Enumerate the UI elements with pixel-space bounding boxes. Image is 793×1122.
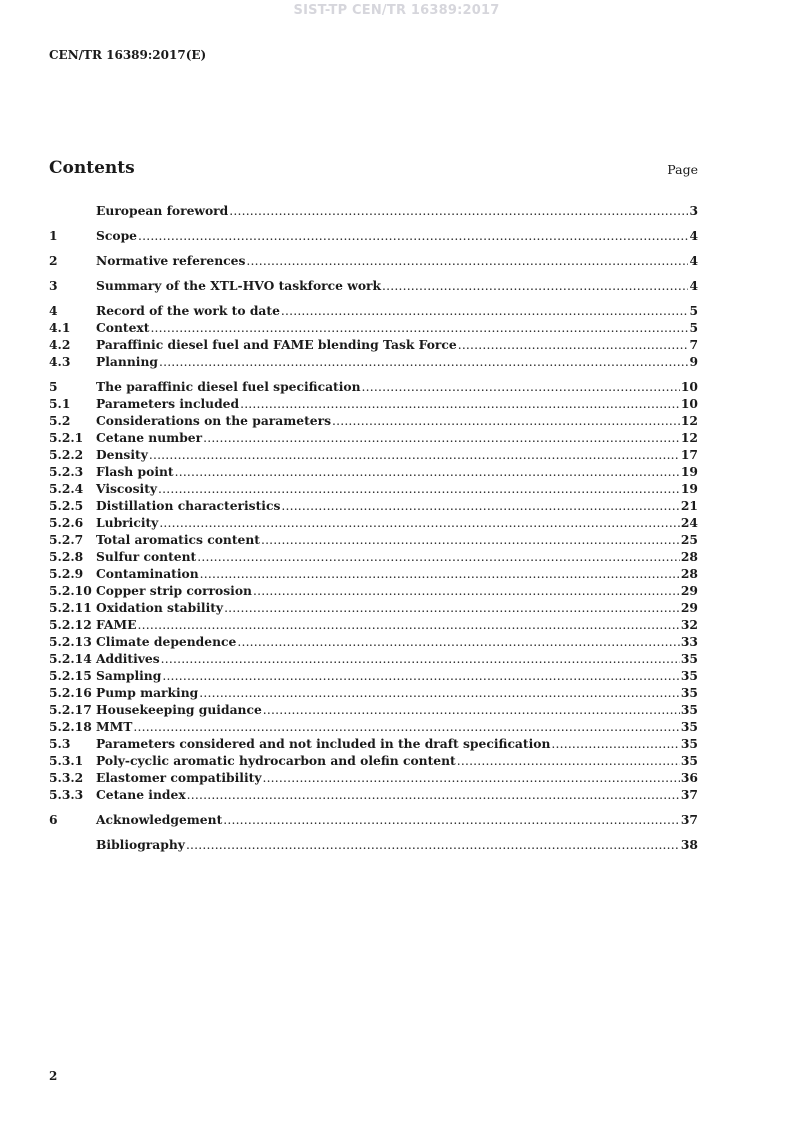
toc-entry-title[interactable]: Record of the work to date [96, 303, 280, 318]
toc-entry-number: 5.2.7 [49, 532, 84, 547]
toc-entry[interactable] [49, 701, 698, 718]
toc-dot-leader [149, 447, 680, 464]
toc-entry-number: 5.2.6 [49, 515, 84, 530]
toc-entry-page[interactable]: 10 [680, 379, 698, 394]
toc-dot-leader [138, 228, 688, 245]
toc-dot-leader [457, 753, 680, 770]
toc-entry-number: 4.3 [49, 354, 71, 369]
toc-entry-number: 3 [49, 278, 58, 293]
toc-entry-title[interactable]: Bibliography [96, 837, 185, 852]
toc-entry-number: 5.2.1 [49, 430, 84, 445]
toc-entry-number: 5.3.3 [49, 787, 84, 802]
toc-entry-title[interactable]: Oxidation stability [96, 600, 224, 615]
toc-entry-number: 5.3 [49, 736, 71, 751]
toc-entry-title[interactable]: European foreword [96, 203, 229, 218]
toc-entry-title[interactable]: FAME [96, 617, 137, 632]
toc-entry-page[interactable]: 4 [689, 253, 698, 268]
toc-entry-title[interactable]: The paraffinic diesel fuel specification [96, 379, 361, 394]
toc-entry-title[interactable]: Context [96, 320, 150, 335]
toc-entry-title[interactable]: Cetane number [96, 430, 203, 445]
toc-entry-number: 5.2.11 [49, 600, 92, 615]
toc-entry-page[interactable]: 4 [689, 278, 698, 293]
toc-entry-page[interactable]: 29 [680, 600, 698, 615]
toc-entry-page[interactable]: 19 [680, 481, 698, 496]
toc-dot-leader [158, 481, 680, 498]
toc-dot-leader [224, 600, 680, 617]
toc-entry[interactable] [49, 582, 698, 599]
watermark: SIST-TP CEN/TR 16389:2017 [293, 3, 500, 18]
toc-entry[interactable] [49, 718, 698, 735]
toc-entry-page[interactable]: 7 [689, 337, 698, 352]
toc-entry-title[interactable]: Summary of the XTL-HVO taskforce work [96, 278, 382, 293]
document-id-header: CEN/TR 16389:2017(E) [49, 48, 207, 62]
toc-dot-leader [159, 515, 680, 532]
toc-entry-page[interactable]: 32 [680, 617, 698, 632]
toc-entry-title[interactable]: Housekeeping guidance [96, 702, 262, 717]
toc-entry-number: 5.2.8 [49, 549, 84, 564]
toc-entry-page[interactable]: 10 [680, 396, 698, 411]
toc-entry[interactable] [49, 227, 698, 244]
toc-entry[interactable] [49, 836, 698, 853]
toc-entry[interactable] [49, 514, 698, 531]
toc-entry-title[interactable]: Distillation characteristics [96, 498, 281, 513]
toc-entry-number: 5.2.14 [49, 651, 92, 666]
toc-entry[interactable] [49, 252, 698, 269]
toc-entry[interactable] [49, 395, 698, 412]
toc-dot-leader [261, 532, 680, 549]
toc-entry-title[interactable]: Lubricity [96, 515, 159, 530]
toc-entry-number: 5.1 [49, 396, 71, 411]
toc-entry-page[interactable]: 35 [680, 719, 698, 734]
toc-entry[interactable] [49, 497, 698, 514]
toc-dot-leader [161, 651, 680, 668]
toc-entry-number: 5.2.15 [49, 668, 92, 683]
toc-dot-leader [197, 549, 680, 566]
toc-dot-leader [253, 583, 680, 600]
toc-entry-page[interactable]: 35 [680, 702, 698, 717]
toc-dot-leader [186, 837, 680, 854]
toc-dot-leader [200, 566, 680, 583]
toc-entry[interactable] [49, 302, 698, 319]
toc-entry-page[interactable]: 35 [680, 753, 698, 768]
toc-entry[interactable] [49, 531, 698, 548]
toc-entry-number: 2 [49, 253, 58, 268]
toc-entry-page[interactable]: 25 [680, 532, 698, 547]
toc-dot-leader [362, 379, 680, 396]
toc-entry[interactable] [49, 616, 698, 633]
toc-entry[interactable] [49, 336, 698, 353]
toc-entry-title[interactable]: Acknowledgement [96, 812, 223, 827]
page-number: 2 [49, 1069, 58, 1083]
toc-dot-leader [187, 787, 680, 804]
toc-entry[interactable] [49, 319, 698, 336]
toc-entry-page[interactable]: 17 [680, 447, 698, 462]
toc-entry-title[interactable]: Additives [96, 651, 160, 666]
toc-entry[interactable] [49, 786, 698, 803]
toc-entry-title[interactable]: Planning [96, 354, 158, 369]
toc-entry-page[interactable]: 35 [680, 736, 698, 751]
toc-entry[interactable] [49, 446, 698, 463]
toc-entry-title[interactable]: Viscosity [96, 481, 158, 496]
toc-entry-number: 5.3.1 [49, 753, 84, 768]
toc-entry[interactable] [49, 412, 698, 429]
toc-entry[interactable] [49, 650, 698, 667]
toc-entry[interactable] [49, 565, 698, 582]
table-of-contents [49, 202, 698, 853]
toc-entry-page[interactable]: 35 [680, 651, 698, 666]
toc-entry-page[interactable]: 5 [689, 303, 698, 318]
toc-entry-page[interactable]: 9 [689, 354, 698, 369]
toc-entry[interactable] [49, 463, 698, 480]
toc-dot-leader [263, 702, 680, 719]
toc-entry[interactable] [49, 769, 698, 786]
toc-entry[interactable] [49, 548, 698, 565]
toc-entry-number: 5 [49, 379, 58, 394]
toc-entry-page[interactable]: 35 [680, 668, 698, 683]
toc-entry-number: 5.2.12 [49, 617, 92, 632]
toc-entry-number: 5.2.17 [49, 702, 92, 717]
toc-entry-number: 5.2.4 [49, 481, 84, 496]
toc-entry-title[interactable]: Sulfur content [96, 549, 197, 564]
toc-entry-number: 5.2 [49, 413, 71, 428]
toc-entry[interactable] [49, 480, 698, 497]
toc-dot-leader [159, 354, 688, 371]
toc-entry-number: 5.3.2 [49, 770, 84, 785]
toc-entry-page[interactable]: 28 [680, 566, 698, 581]
toc-entry-page[interactable]: 12 [680, 413, 698, 428]
toc-dot-leader [246, 253, 688, 270]
toc-dot-leader [175, 464, 680, 481]
toc-entry-number: 5.2.5 [49, 498, 84, 513]
toc-entry-page[interactable]: 12 [680, 430, 698, 445]
toc-entry-number: 1 [49, 228, 58, 243]
toc-entry-title[interactable]: Total aromatics content [96, 532, 260, 547]
toc-entry-number: 5.2.9 [49, 566, 84, 581]
toc-entry-number: 4.2 [49, 337, 71, 352]
toc-entry-title[interactable]: Flash point [96, 464, 174, 479]
toc-entry-title[interactable]: Contamination [96, 566, 199, 581]
toc-dot-leader [382, 278, 688, 295]
toc-dot-leader [281, 498, 680, 515]
toc-entry-title[interactable]: Pump marking [96, 685, 199, 700]
toc-entry-number: 6 [49, 812, 58, 827]
toc-entry-title[interactable]: Sampling [96, 668, 162, 683]
toc-dot-leader [262, 770, 679, 787]
toc-entry-number: 5.2.13 [49, 634, 92, 649]
toc-entry[interactable] [49, 633, 698, 650]
toc-entry-page[interactable]: 4 [689, 228, 698, 243]
toc-entry-page[interactable]: 35 [680, 685, 698, 700]
toc-entry-number: 4 [49, 303, 58, 318]
toc-entry-page[interactable]: 38 [680, 837, 698, 852]
toc-dot-leader [133, 719, 680, 736]
toc-entry[interactable] [49, 735, 698, 752]
toc-entry-page[interactable]: 19 [680, 464, 698, 479]
toc-entry-page[interactable]: 24 [680, 515, 698, 530]
toc-entry-title[interactable]: MMT [96, 719, 133, 734]
page-column-heading: Page [667, 162, 698, 177]
toc-entry-title[interactable]: Considerations on the parameters [96, 413, 331, 428]
toc-entry-page[interactable]: 28 [680, 549, 698, 564]
toc-dot-leader [162, 668, 680, 685]
toc-entry[interactable] [49, 599, 698, 616]
toc-entry-page[interactable]: 5 [689, 320, 698, 335]
toc-entry-title[interactable]: Cetane index [96, 787, 186, 802]
toc-entry[interactable] [49, 353, 698, 370]
toc-entry-title[interactable]: Poly-cyclic aromatic hydrocarbon and olefin content [96, 753, 456, 768]
contents-heading: Contents [49, 158, 135, 178]
toc-entry-title[interactable]: Density [96, 447, 148, 462]
toc-entry-title[interactable]: Elastomer compatibility [96, 770, 262, 785]
toc-dot-leader [203, 430, 680, 447]
toc-entry-page[interactable]: 36 [680, 770, 698, 785]
toc-dot-leader [199, 685, 680, 702]
toc-entry[interactable] [49, 752, 698, 769]
toc-entry-page[interactable]: 29 [680, 583, 698, 598]
toc-entry[interactable] [49, 429, 698, 446]
toc-dot-leader [237, 634, 680, 651]
toc-entry-title[interactable]: Climate dependence [96, 634, 237, 649]
toc-entry[interactable] [49, 378, 698, 395]
toc-dot-leader [332, 413, 680, 430]
toc-entry-title[interactable]: Copper strip corrosion [96, 583, 252, 598]
toc-entry-number: 5.2.2 [49, 447, 84, 462]
toc-entry-page[interactable]: 33 [680, 634, 698, 649]
toc-entry-title[interactable]: Parameters considered and not included in the draft specification [96, 736, 551, 751]
toc-dot-leader [229, 203, 688, 220]
toc-dot-leader [458, 337, 689, 354]
toc-entry[interactable] [49, 667, 698, 684]
toc-dot-leader [240, 396, 680, 413]
toc-entry-title[interactable]: Normative references [96, 253, 246, 268]
toc-entry-title[interactable]: Parameters included [96, 396, 240, 411]
toc-entry-number: 5.2.16 [49, 685, 92, 700]
toc-dot-leader [223, 812, 680, 829]
toc-entry-page[interactable]: 37 [680, 787, 698, 802]
toc-entry-number: 5.2.18 [49, 719, 92, 734]
toc-entry-number: 5.2.3 [49, 464, 84, 479]
toc-entry[interactable] [49, 811, 698, 828]
toc-entry-page[interactable]: 3 [689, 203, 698, 218]
toc-entry-title[interactable]: Scope [96, 228, 137, 243]
toc-entry-number: 5.2.10 [49, 583, 92, 598]
toc-entry[interactable] [49, 277, 698, 294]
toc-entry-number: 4.1 [49, 320, 71, 335]
toc-dot-leader [150, 320, 688, 337]
toc-entry-title[interactable]: Paraffinic diesel fuel and FAME blending Task Force [96, 337, 457, 352]
toc-dot-leader [551, 736, 679, 753]
toc-entry-page[interactable]: 21 [680, 498, 698, 513]
toc-dot-leader [138, 617, 680, 634]
toc-dot-leader [281, 303, 689, 320]
toc-entry-page[interactable]: 37 [680, 812, 698, 827]
toc-entry[interactable] [49, 684, 698, 701]
toc-entry[interactable] [49, 202, 698, 219]
